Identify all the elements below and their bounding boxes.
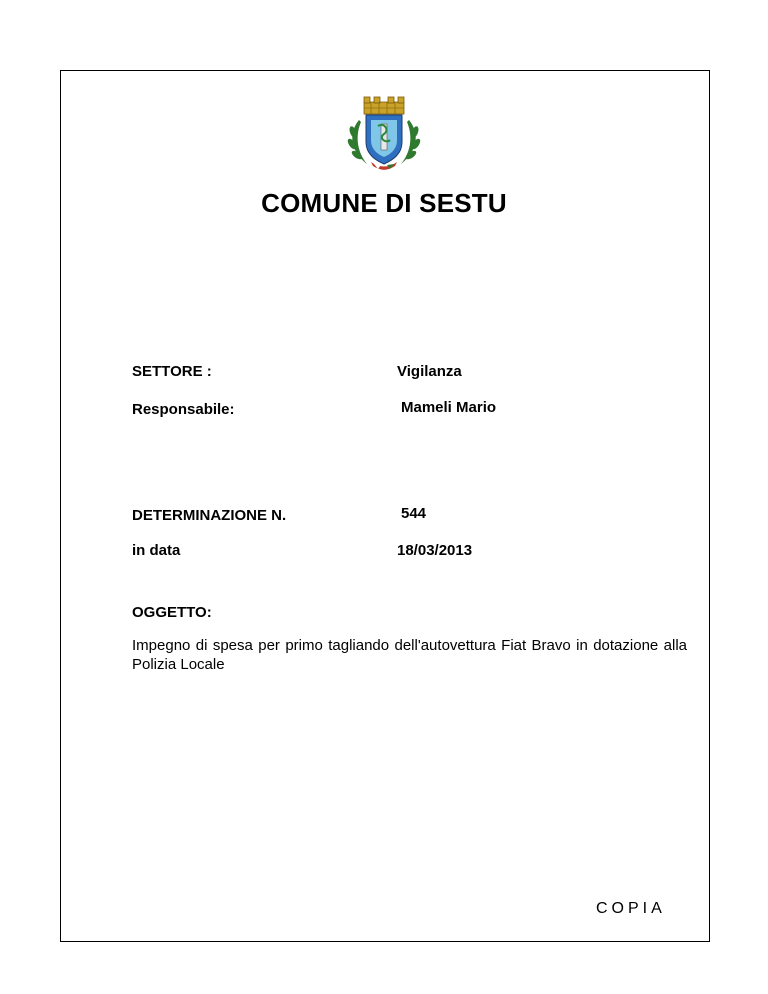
settore-label: SETTORE : xyxy=(132,363,212,380)
determinazione-value: 544 xyxy=(401,505,427,522)
data-value: 18/03/2013 xyxy=(397,542,473,559)
data-label: in data xyxy=(132,542,181,559)
oggetto-text: Impegno di spesa per primo tagliando dell'autovettura Fiat Bravo in dotazione alla Polizia Locale xyxy=(132,637,687,673)
responsabile-label: Responsabile: xyxy=(132,401,235,418)
oggetto-label: OGGETTO: xyxy=(132,604,212,621)
copia-stamp: COPIA xyxy=(596,900,666,917)
coat-of-arms-icon xyxy=(341,92,427,172)
comune-title: COMUNE DI SESTU xyxy=(261,188,507,218)
settore-value: Vigilanza xyxy=(397,363,462,380)
determinazione-label: DETERMINAZIONE N. xyxy=(132,507,287,524)
responsabile-value: Mameli Mario xyxy=(401,399,497,416)
